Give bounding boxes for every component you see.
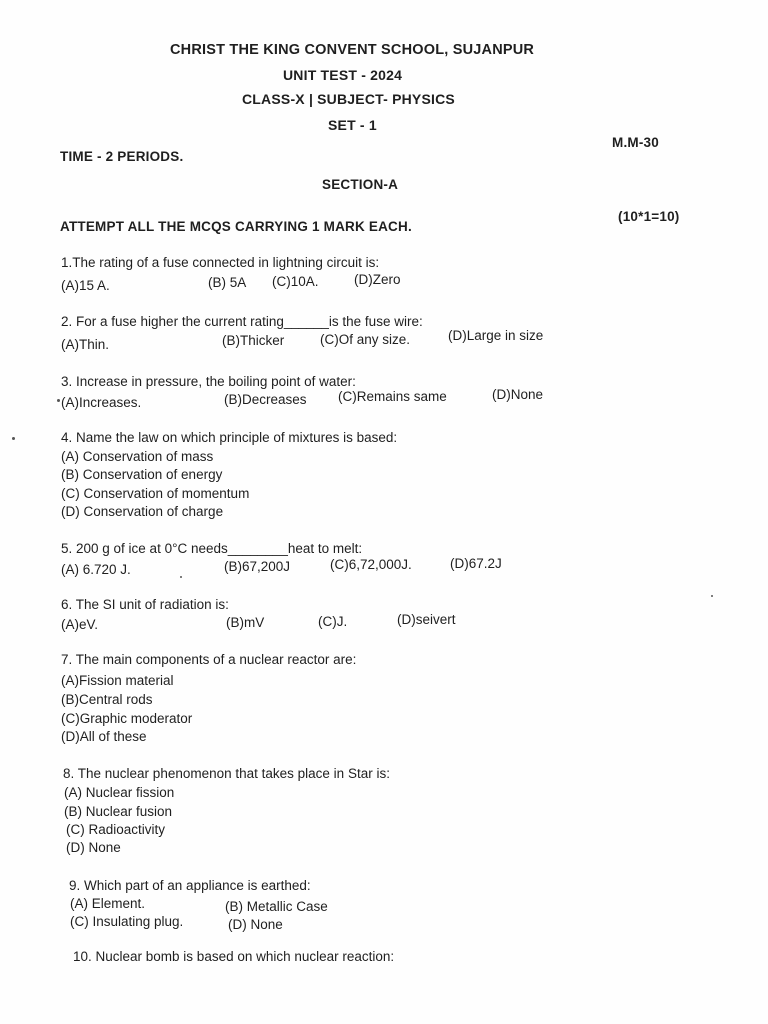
question-5: 5. 200 g of ice at 0°C needs________heat to melt: [61, 541, 363, 556]
q2-option-a: (A)Thin. [61, 337, 110, 352]
q9-option-c: (C) Insulating plug. [70, 914, 184, 929]
q2-option-b: (B)Thicker [222, 333, 285, 348]
q4-option-b: (B) Conservation of energy [61, 467, 223, 482]
q1-option-a: (A)15 A. [61, 278, 110, 293]
q4-option-c: (C) Conservation of momentum [61, 486, 250, 501]
q7-option-d: (D)All of these [61, 729, 147, 744]
q5-option-a: (A) 6.720 J. [61, 562, 131, 577]
q6-option-b: (B)mV [226, 615, 265, 630]
test-title: UNIT TEST - 2024 [283, 67, 403, 83]
instruction: ATTEMPT ALL THE MCQS CARRYING 1 MARK EACH. [60, 219, 412, 234]
q8-option-d: (D) None [66, 840, 121, 855]
q9-option-a: (A) Element. [70, 896, 146, 911]
question-6: 6. The SI unit of radiation is: [61, 597, 229, 612]
q6-option-c: (C)J. [318, 614, 348, 629]
q7-option-a: (A)Fission material [61, 673, 174, 688]
q4-option-d: (D) Conservation of charge [61, 504, 224, 519]
q3-option-d: (D)None [492, 387, 544, 402]
q5-option-b: (B)67,200J [224, 559, 291, 574]
max-marks: M.M-30 [612, 135, 659, 150]
scan-speck [711, 595, 713, 597]
q8-option-c: (C) Radioactivity [66, 822, 166, 837]
scan-speck [180, 576, 182, 578]
q1-option-d: (D)Zero [354, 272, 401, 287]
school-name: CHRIST THE KING CONVENT SCHOOL, SUJANPUR [170, 42, 535, 58]
q4-option-a: (A) Conservation of mass [61, 449, 214, 464]
scan-speck [12, 437, 15, 440]
q6-option-a: (A)eV. [61, 617, 99, 632]
q9-option-d: (D) None [228, 917, 283, 932]
q1-option-b: (B) 5A [208, 275, 247, 290]
question-9: 9. Which part of an appliance is earthed: [69, 878, 311, 893]
q3-option-b: (B)Decreases [224, 392, 307, 407]
question-7: 7. The main components of a nuclear reactor are: [61, 652, 357, 667]
question-1: 1.The rating of a fuse connected in lightning circuit is: [61, 255, 380, 270]
q3-option-c: (C)Remains same [338, 389, 447, 404]
q8-option-b: (B) Nuclear fusion [64, 804, 173, 819]
set-number: SET - 1 [328, 117, 377, 133]
q2-option-d: (D)Large in size [448, 328, 544, 343]
question-10: 10. Nuclear bomb is based on which nuclear reaction: [73, 949, 395, 964]
q9-option-b: (B) Metallic Case [225, 899, 328, 914]
q5-option-d: (D)67.2J [450, 556, 502, 571]
q2-option-c: (C)Of any size. [320, 332, 411, 347]
question-3: 3. Increase in pressure, the boiling point of water: [61, 374, 356, 389]
section-title: SECTION-A [322, 177, 399, 192]
question-4: 4. Name the law on which principle of mixtures is based: [61, 430, 398, 445]
q5-option-c: (C)6,72,000J. [330, 557, 412, 572]
question-8: 8. The nuclear phenomenon that takes place in Star is: [63, 766, 390, 781]
question-2: 2. For a fuse higher the current rating______is the fuse wire: [61, 314, 423, 329]
time-allowed: TIME - 2 PERIODS. [60, 149, 184, 164]
q3-option-a: (A)Increases. [61, 395, 142, 410]
q7-option-c: (C)Graphic moderator [61, 711, 193, 726]
q1-option-c: (C)10A. [272, 274, 319, 289]
check-mark [57, 399, 60, 402]
marks-scheme: (10*1=10) [618, 209, 680, 224]
q8-option-a: (A) Nuclear fission [64, 785, 175, 800]
class-subject: CLASS-X | SUBJECT- PHYSICS [242, 91, 455, 107]
q7-option-b: (B)Central rods [61, 692, 153, 707]
q6-option-d: (D)seivert [397, 612, 456, 627]
